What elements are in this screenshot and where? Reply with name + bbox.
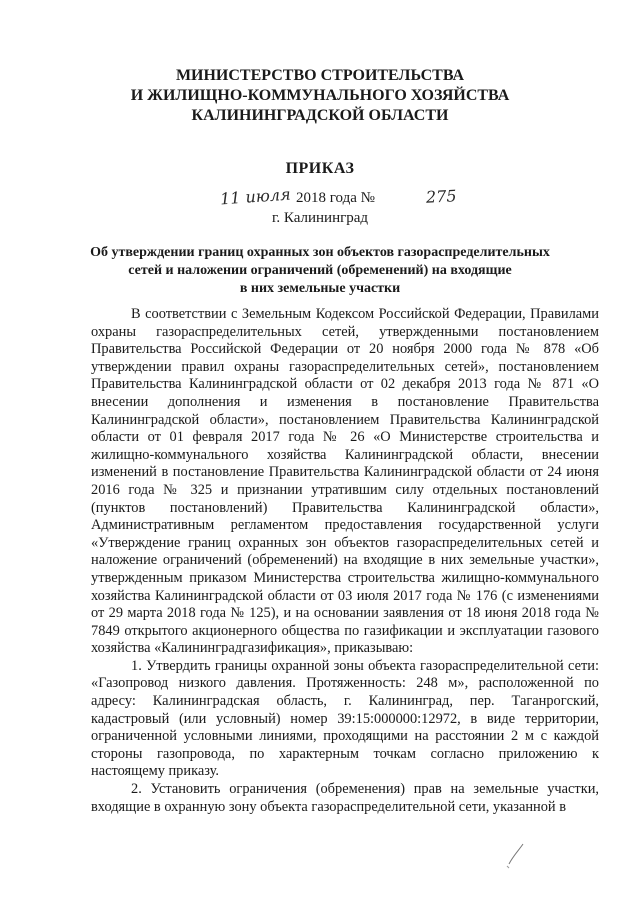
- ministry-line-1: МИНИСТЕРСТВО СТРОИТЕЛЬСТВА: [175, 67, 465, 84]
- order-subject: [90, 244, 550, 298]
- order-year: 2018 года №: [296, 190, 375, 206]
- subject-line-3: в них земельные участки: [239, 281, 401, 296]
- handwritten-order-number: 275: [425, 186, 458, 207]
- ministry-line-3: КАЛИНИНГРАДСКОЙ ОБЛАСТИ: [191, 107, 449, 124]
- subject-line-2: сетей и наложении ограничений (обременений) на входящие: [128, 263, 512, 278]
- order-title: ПРИКАЗ: [285, 160, 355, 177]
- clause-2-paragraph: 2. Установить ограничения (обременения) прав на земельные участки, входящие в охранную зону объекта газораспределительной сети, указанной в: [91, 781, 599, 815]
- ministry-header: [0, 66, 640, 126]
- order-city: г. Калининград: [271, 210, 369, 226]
- preamble-paragraph: В соответствии с Земельным Кодексом Российской Федерации, Правилами охраны газораспределительных сетей, утвержденными постановлением Правительства Российской Федерации от 20 ноября 2000 года № 878 «Об утверждении правил охраны газораспределительных сетей», постановлением Правительства Калининградской области от 02 декабря 2013 года № 871 «О внесении дополнения и изменения в постановление Правительства Калининградской области», постановлением Правительства Калининградской области от 01 февраля 2017 года № 26 «О Министерстве строительства и жилищно-коммунального хозяйства Калининградской области, внесении изменений в постановление Правительства Калининградской области от 24 июня 2016 года № 325 и признании утратившим силу отдельных постановлений (пунктов постановлений) Правительства Калининградской области», Административным регламентом предоставления государственной услуги «Утверждение границ охранных зон объектов газораспределительных сетей и наложение ограничений (обременений) на входящие в них земельные участки», утвержденным приказом Министерства строительства жилищно-коммунального хозяйства Калининградской области от 03 июля 2017 года № 176 (с изменениями от 29 марта 2018 года № 125), и на основании заявления от 18 июня 2018 года № 7849 открытого акционерного общества по газификации и эксплуатации газового хозяйства «Калининградгазификация», приказываю:: [91, 306, 599, 657]
- order-body: [91, 306, 599, 816]
- ministry-line-2: И ЖИЛИЩНО-КОММУНАЛЬНОГО ХОЗЯЙСТВА: [130, 87, 510, 104]
- subject-line-1: Об утверждении границ охранных зон объектов газораспределительных: [90, 245, 550, 260]
- pen-mark-icon: [503, 842, 527, 870]
- order-date-line: [0, 184, 640, 212]
- handwritten-date: 11 июля: [219, 184, 292, 209]
- clause-1-paragraph: 1. Утвердить границы охранной зоны объекта газораспределительной сети: «Газопровод низкого давления. Протяженность: 248 м», расположенной по адресу: Калининградская область, г. Калининград, пер. Таганрогский, кадастровый (или условный) номер 39:15:000000:12972, в виде территории, ограниченной условными линиями, проходящими на расстоянии 2 м с каждой стороны газопровода, по характерным точкам согласно приложению к настоящему приказу.: [91, 657, 599, 780]
